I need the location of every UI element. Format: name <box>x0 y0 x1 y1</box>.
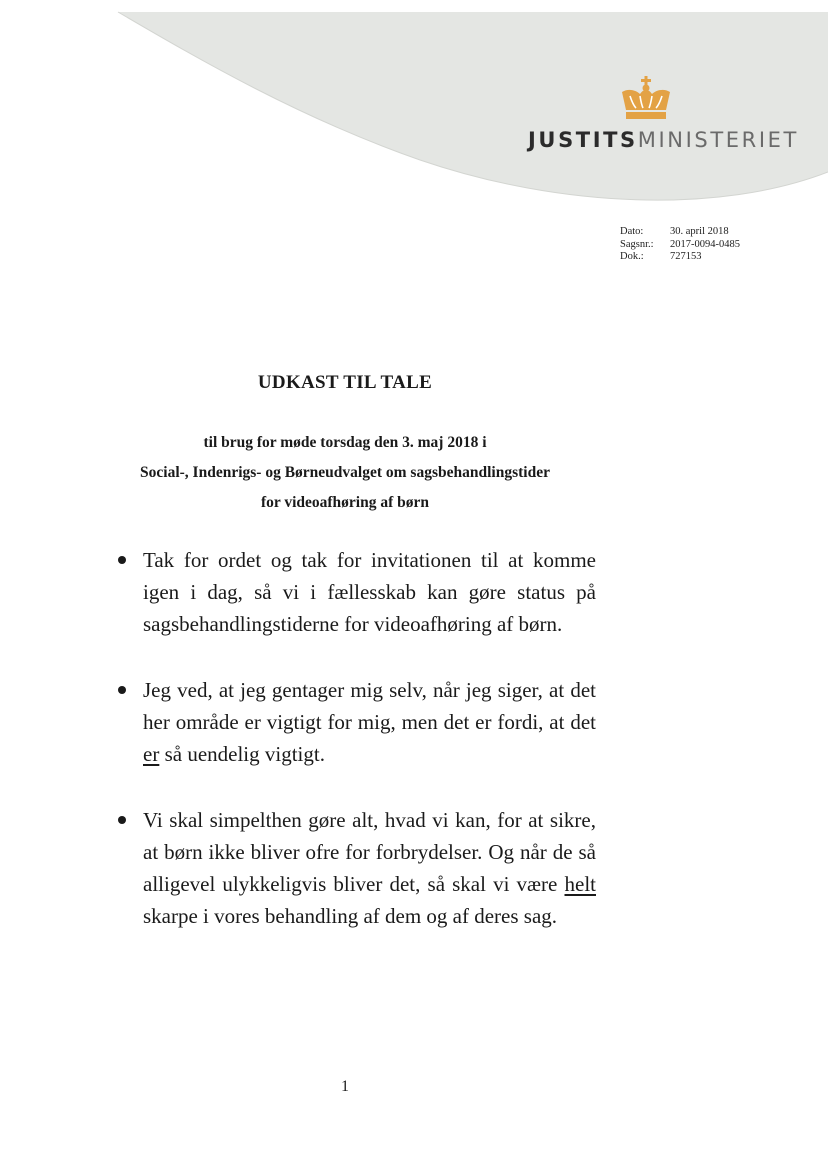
meta-label: Dok.: <box>620 251 644 262</box>
bullet-text: Vi skal simpelthen gøre alt, hvad vi kan, for at sikre, at børn ikke bliver ofre for forbrydelser. Og når de så alligevel ulykkeligvis bliver det, så skal vi være <box>143 808 596 896</box>
ministry-logo-text <box>528 128 799 152</box>
letterhead-swoosh <box>0 0 828 220</box>
bullet-dot-icon <box>118 556 126 564</box>
subtitle-line: for videoafhøring af børn <box>260 494 430 511</box>
underlined-emphasis: helt <box>564 872 596 896</box>
crown-crest-icon <box>618 76 674 122</box>
bullet-text-continued: skarpe i vores behandling af dem og af deres sag. <box>143 904 558 928</box>
underlined-emphasis: er <box>143 742 160 766</box>
meta-value: 727153 <box>670 251 702 262</box>
logo-text-light: MINISTERIET <box>637 128 799 152</box>
bullet-dot-icon <box>118 816 126 824</box>
speech-bullet-list <box>116 544 596 932</box>
meta-value: 2017-0094-0485 <box>670 238 740 250</box>
meta-row-date <box>620 226 740 239</box>
subtitle-line: til brug for møde torsdag den 3. maj 2018 i <box>203 434 487 451</box>
meta-label: Dato: <box>620 226 644 237</box>
meta-value: 30. april 2018 <box>670 226 729 237</box>
subtitle-line: Social-, Indenrigs- og Børneudvalget om sagsbehandlingstider <box>140 464 550 481</box>
bullet-text: Jeg ved, at jeg gentager mig selv, når jeg siger, at det her område er vigtigt for mig, men det er fordi, at det <box>143 678 596 734</box>
bullet-item <box>116 544 596 640</box>
meta-label: Sagsnr.: <box>620 238 654 250</box>
bullet-item <box>116 804 596 932</box>
bullet-item <box>116 674 596 770</box>
document-title: UDKAST TIL TALE <box>257 372 433 393</box>
meta-row-case-number <box>620 239 740 252</box>
bullet-text-continued: så uendelig vigtigt. <box>159 742 325 766</box>
document-meta <box>620 226 740 264</box>
bullet-text: Tak for ordet og tak for invitationen til at komme igen i dag, så vi i fællesskab kan gøre status på sagsbehandlingstiderne for videoafhøring af børn. <box>143 548 596 636</box>
logo-text-bold: JUSTITS <box>528 128 638 152</box>
meta-row-document-number <box>620 251 740 264</box>
document-subtitle <box>0 428 690 518</box>
page-number: 1 <box>341 1078 349 1095</box>
bullet-dot-icon <box>118 686 126 694</box>
